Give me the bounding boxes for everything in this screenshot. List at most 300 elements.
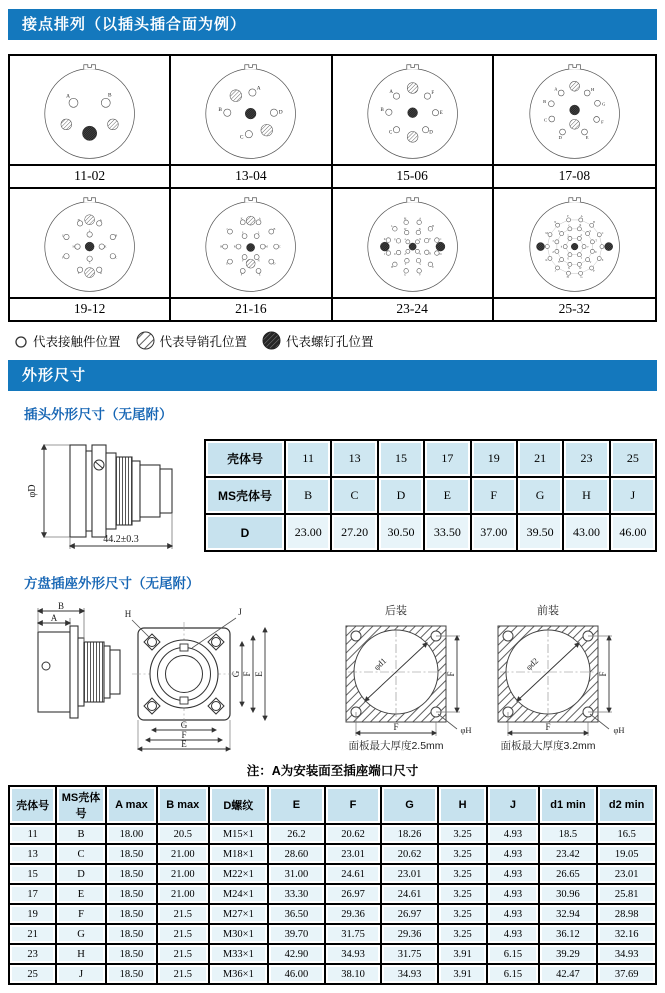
svg-text:E: E xyxy=(601,259,604,263)
table-cell: 3.25 xyxy=(438,884,487,904)
svg-text:R: R xyxy=(428,252,431,256)
table-cell: 18.26 xyxy=(381,824,438,844)
table-cell: 21.5 xyxy=(157,924,208,944)
svg-text:A: A xyxy=(258,217,261,221)
front-mount-label: 前装 xyxy=(537,605,559,617)
table-cell: H xyxy=(56,944,105,964)
table-cell: 25 xyxy=(9,964,56,984)
svg-text:H: H xyxy=(566,275,569,279)
svg-text:B: B xyxy=(592,221,595,225)
table-cell: 23.42 xyxy=(539,844,598,864)
table-cell: 23.01 xyxy=(597,864,656,884)
svg-text:F: F xyxy=(600,119,604,125)
table-cell: 壳体号 xyxy=(9,786,56,824)
plug-dim-table xyxy=(204,439,657,552)
svg-text:G: G xyxy=(601,101,606,107)
table-cell: 11 xyxy=(9,824,56,844)
svg-text:J: J xyxy=(383,252,385,256)
table-cell: 46.00 xyxy=(610,514,656,551)
rear-panel-caption: 面板最大厚度2.5mm xyxy=(348,740,444,752)
connector-face-19-12 xyxy=(10,189,169,297)
table-cell: 18.50 xyxy=(106,964,157,984)
table-cell: F xyxy=(325,786,382,824)
dim-F-label: F xyxy=(393,722,399,732)
dim-G-label: G xyxy=(231,670,241,678)
svg-text:B: B xyxy=(542,98,546,104)
table-row xyxy=(9,864,656,884)
table-cell: M33×1 xyxy=(209,944,269,964)
table-cell: 4.93 xyxy=(487,844,538,864)
table-cell: MS壳体号 xyxy=(205,477,285,514)
svg-text:F: F xyxy=(241,273,243,277)
svg-text:H: H xyxy=(590,87,594,93)
plug-outline-row xyxy=(22,431,657,560)
table-cell: 21 xyxy=(9,924,56,944)
svg-text:A: A xyxy=(580,215,583,219)
svg-text:W: W xyxy=(403,227,406,231)
svg-text:G: G xyxy=(580,275,583,279)
table-cell: 36.12 xyxy=(539,924,598,944)
table-cell: 18.50 xyxy=(106,864,157,884)
svg-text:K: K xyxy=(240,217,243,221)
svg-text:J: J xyxy=(554,269,556,273)
table-cell: 19 xyxy=(471,440,517,477)
table-cell: 30.96 xyxy=(539,884,598,904)
flange-outline-drawing xyxy=(8,600,657,757)
connector-face-23-24 xyxy=(333,189,492,297)
table-cell: 26.97 xyxy=(325,884,382,904)
svg-text:P: P xyxy=(242,259,244,263)
table-cell: 6.15 xyxy=(487,964,538,984)
svg-text:Y: Y xyxy=(557,261,560,265)
table-cell: 17 xyxy=(9,884,56,904)
connector-cell xyxy=(494,56,655,189)
table-cell: 39.50 xyxy=(517,514,563,551)
svg-text:f: f xyxy=(580,256,582,260)
table-cell: H xyxy=(438,786,487,824)
table-cell: E xyxy=(56,884,105,904)
table-cell: 20.62 xyxy=(325,824,382,844)
table-cell: 18.50 xyxy=(106,944,157,964)
svg-text:C: C xyxy=(240,134,244,141)
table-cell: J xyxy=(610,477,656,514)
table-cell: 38.10 xyxy=(325,964,382,984)
table-row xyxy=(9,964,656,984)
svg-text:J: J xyxy=(89,229,91,233)
table-cell: 29.36 xyxy=(381,924,438,944)
connector-label: 19-12 xyxy=(10,297,169,320)
table-row xyxy=(205,514,656,551)
table-cell: 13 xyxy=(9,844,56,864)
plug-length-label: 44.2±0.3 xyxy=(103,534,139,545)
table-cell: 18.00 xyxy=(106,824,157,844)
table-cell: 3.91 xyxy=(438,964,487,984)
svg-text:M: M xyxy=(72,245,75,249)
table-cell: B xyxy=(285,477,331,514)
legend-screw-label: 代表螺钉孔位置 xyxy=(286,334,374,349)
table-cell: M30×1 xyxy=(209,924,269,944)
svg-text:K: K xyxy=(383,237,386,241)
table-cell: M27×1 xyxy=(209,904,269,924)
dim-F-label: F xyxy=(242,671,252,677)
table-cell: 34.93 xyxy=(597,944,656,964)
svg-text:a: a xyxy=(404,238,406,242)
legend xyxy=(14,331,657,350)
section-header-contact-arrangement xyxy=(8,9,657,40)
dim-phiH-label: φH xyxy=(613,725,625,735)
svg-text:S: S xyxy=(418,263,421,267)
legend-guide-label: 代表导销孔位置 xyxy=(159,334,248,349)
connector-label: 17-08 xyxy=(494,164,655,187)
svg-text:A: A xyxy=(99,218,102,222)
rear-mount-label: 后装 xyxy=(385,605,407,617)
svg-text:A: A xyxy=(418,217,421,221)
svg-text:X: X xyxy=(567,266,570,270)
mounting-note: 注：A为安装面至插座端口尺寸 xyxy=(246,764,419,778)
table-cell: 37.69 xyxy=(597,964,656,984)
socket-dim-table xyxy=(8,785,657,985)
svg-text:P: P xyxy=(428,238,431,242)
svg-text:C: C xyxy=(601,232,604,236)
table-cell: 3.25 xyxy=(438,824,487,844)
svg-text:N: N xyxy=(257,259,260,263)
table-cell: D xyxy=(56,864,105,884)
svg-text:D: D xyxy=(273,262,276,266)
table-cell: 4.93 xyxy=(487,884,538,904)
table-cell: 23 xyxy=(9,944,56,964)
table-cell: 21.00 xyxy=(157,844,208,864)
svg-text:M: M xyxy=(545,231,548,235)
table-cell: 17 xyxy=(424,440,470,477)
svg-text:B: B xyxy=(218,106,223,113)
svg-text:V: V xyxy=(589,261,592,265)
svg-text:g: g xyxy=(567,256,569,260)
table-cell: 21 xyxy=(517,440,563,477)
svg-text:a: a xyxy=(552,239,554,243)
connector-grid xyxy=(8,54,657,322)
table-cell: C xyxy=(56,844,105,864)
svg-text:j: j xyxy=(567,234,569,238)
table-cell: M24×1 xyxy=(209,884,269,904)
svg-text:A: A xyxy=(388,89,393,95)
svg-text:Z: Z xyxy=(403,252,406,256)
dim-F-label: F xyxy=(181,730,187,740)
connector-label: 25-32 xyxy=(494,297,655,320)
svg-text:F: F xyxy=(418,273,421,277)
svg-text:D: D xyxy=(439,252,442,256)
svg-text:C: C xyxy=(279,245,282,249)
svg-text:L: L xyxy=(390,225,393,229)
connector-label: 11-02 xyxy=(10,164,169,187)
table-cell: G xyxy=(56,924,105,944)
front-panel-caption: 面板最大厚度3.2mm xyxy=(500,740,596,752)
table-cell: C xyxy=(331,477,377,514)
table-cell: M36×1 xyxy=(209,964,269,984)
svg-text:c: c xyxy=(568,224,570,228)
section-title: 外形尺寸 xyxy=(22,367,87,384)
dim-G-label: G xyxy=(180,720,188,730)
table-cell: 26.65 xyxy=(539,864,598,884)
svg-text:F: F xyxy=(592,269,595,273)
table-cell: 23.00 xyxy=(285,514,331,551)
svg-text:S: S xyxy=(242,231,244,235)
table-cell: 3.25 xyxy=(438,924,487,944)
dim-A-label: A xyxy=(50,613,58,623)
svg-text:N: N xyxy=(418,227,421,231)
table-cell: 19.05 xyxy=(597,844,656,864)
table-cell: 21.00 xyxy=(157,864,208,884)
table-cell: 3.91 xyxy=(438,944,487,964)
connector-cell xyxy=(333,56,494,189)
table-cell: 20.62 xyxy=(381,844,438,864)
table-cell: 33.50 xyxy=(424,514,470,551)
svg-text:M: M xyxy=(403,217,406,221)
table-cell: D xyxy=(205,514,285,551)
connector-cell xyxy=(171,56,332,189)
table-cell: G xyxy=(381,786,438,824)
svg-text:K: K xyxy=(104,245,107,249)
svg-text:T: T xyxy=(404,263,406,267)
table-cell: 26.97 xyxy=(381,904,438,924)
dim-E-label: E xyxy=(181,739,187,749)
svg-text:R: R xyxy=(234,245,236,249)
table-cell: MS壳体号 xyxy=(56,786,105,824)
svg-text:D: D xyxy=(558,135,562,141)
svg-text:F: F xyxy=(430,90,434,96)
svg-text:C: C xyxy=(388,130,392,136)
table-cell: M15×1 xyxy=(209,824,269,844)
svg-text:E: E xyxy=(585,135,589,141)
table-cell: 18.50 xyxy=(106,924,157,944)
table-cell: 4.93 xyxy=(487,824,538,844)
table-cell: d2 min xyxy=(597,786,656,824)
connector-face-25-32 xyxy=(494,189,655,297)
svg-text:G: G xyxy=(226,262,229,266)
table-cell: 30.50 xyxy=(378,514,424,551)
table-cell: 15 xyxy=(378,440,424,477)
svg-text:L: L xyxy=(257,231,260,235)
table-cell: 21.00 xyxy=(157,884,208,904)
table-cell: F xyxy=(56,904,105,924)
svg-text:G: G xyxy=(61,234,64,238)
connector-face-17-08 xyxy=(494,56,655,164)
dim-H-label: H xyxy=(124,609,132,619)
table-cell: 23.01 xyxy=(325,844,382,864)
dim-F-label: F xyxy=(545,722,551,732)
table-cell: 39.29 xyxy=(539,944,598,964)
table-cell: 31.00 xyxy=(268,864,325,884)
table-cell: J xyxy=(56,964,105,984)
table-cell: 46.00 xyxy=(268,964,325,984)
table-cell: 24.61 xyxy=(381,884,438,904)
table-cell: 11 xyxy=(285,440,331,477)
screw-hole-icon xyxy=(262,331,281,350)
table-cell: 13 xyxy=(331,440,377,477)
table-cell: 32.94 xyxy=(539,904,598,924)
table-cell: 39.70 xyxy=(268,924,325,944)
svg-text:B: B xyxy=(431,225,434,229)
table-cell: 4.93 xyxy=(487,904,538,924)
table-cell: 27.20 xyxy=(331,514,377,551)
table-header-row xyxy=(9,786,656,824)
table-cell: F xyxy=(471,477,517,514)
table-cell: 21.5 xyxy=(157,964,208,984)
table-cell: 6.15 xyxy=(487,944,538,964)
svg-text:H: H xyxy=(220,245,223,249)
plug-outline-subtitle: 插头外形尺寸（无尾附） xyxy=(24,407,173,422)
table-cell: 31.75 xyxy=(381,944,438,964)
plug-diameter-label: φD xyxy=(27,484,38,498)
svg-text:B: B xyxy=(273,228,276,232)
svg-text:D: D xyxy=(428,130,433,136)
svg-text:d: d xyxy=(580,234,582,238)
table-cell: 36.50 xyxy=(268,904,325,924)
table-cell: 29.36 xyxy=(325,904,382,924)
table-row xyxy=(9,944,656,964)
table-cell: D螺纹 xyxy=(209,786,269,824)
table-cell: 28.98 xyxy=(597,904,656,924)
svg-text:U: U xyxy=(594,251,597,255)
svg-text:C: C xyxy=(115,256,118,260)
svg-text:U: U xyxy=(393,252,396,256)
connector-label: 15-06 xyxy=(333,164,492,187)
svg-text:b: b xyxy=(557,229,560,233)
svg-text:E: E xyxy=(259,273,261,277)
connector-face-11-02 xyxy=(10,56,169,164)
guide-hole-icon xyxy=(136,331,155,350)
dim-phiH-label: φH xyxy=(460,725,472,735)
table-cell: 23 xyxy=(563,440,609,477)
table-cell: A max xyxy=(106,786,157,824)
connector-label: 21-16 xyxy=(171,297,330,320)
plug-outline-drawing xyxy=(22,431,194,560)
connector-label: 23-24 xyxy=(333,297,492,320)
svg-text:Z: Z xyxy=(552,251,554,255)
table-row xyxy=(9,844,656,864)
connector-cell xyxy=(10,189,171,320)
connector-face-13-04 xyxy=(171,56,330,164)
svg-text:C: C xyxy=(543,117,547,123)
contact-circle-icon xyxy=(14,333,28,349)
svg-text:A: A xyxy=(66,93,71,100)
dim-F-label: F xyxy=(598,671,608,677)
table-cell: 34.93 xyxy=(325,944,382,964)
svg-text:D: D xyxy=(99,272,102,276)
table-cell: B max xyxy=(157,786,208,824)
dim-phid2-label: φd2 xyxy=(523,655,541,673)
svg-text:B: B xyxy=(379,107,384,113)
svg-text:e: e xyxy=(586,245,589,249)
svg-text:Y: Y xyxy=(418,252,421,256)
table-cell: 3.25 xyxy=(438,904,487,924)
svg-text:D: D xyxy=(278,109,283,116)
svg-text:C: C xyxy=(439,237,441,241)
table-cell: 18.50 xyxy=(106,884,157,904)
table-cell: 18.5 xyxy=(539,824,598,844)
table-row xyxy=(9,904,656,924)
connector-label: 13-04 xyxy=(171,164,330,187)
table-cell: 26.2 xyxy=(268,824,325,844)
table-cell: 33.30 xyxy=(268,884,325,904)
svg-text:H: H xyxy=(390,265,393,269)
table-cell: 3.25 xyxy=(438,844,487,864)
table-cell: 37.00 xyxy=(471,514,517,551)
svg-text:E: E xyxy=(431,265,434,269)
svg-text:H: H xyxy=(77,218,80,222)
table-row xyxy=(9,824,656,844)
table-cell: 34.93 xyxy=(381,964,438,984)
table-cell: 28.60 xyxy=(268,844,325,864)
table-cell: 42.47 xyxy=(539,964,598,984)
svg-text:P: P xyxy=(566,215,569,219)
dim-phid1-label: φd1 xyxy=(371,655,389,673)
svg-text:B: B xyxy=(115,234,118,238)
svg-text:R: R xyxy=(579,224,582,228)
table-cell: J xyxy=(487,786,538,824)
svg-text:B: B xyxy=(108,92,112,99)
connector-cell xyxy=(171,189,332,320)
table-cell: 4.93 xyxy=(487,864,538,884)
table-row xyxy=(205,477,656,514)
connector-cell xyxy=(333,189,494,320)
svg-text:E: E xyxy=(439,111,443,117)
table-cell: 25 xyxy=(610,440,656,477)
connector-cell xyxy=(494,189,655,320)
table-cell: 32.16 xyxy=(597,924,656,944)
svg-text:A: A xyxy=(257,85,261,92)
legend-contact-label: 代表接触件位置 xyxy=(33,334,121,349)
connector-face-15-06 xyxy=(333,56,492,164)
svg-text:X: X xyxy=(418,238,421,242)
svg-text:V: V xyxy=(393,238,396,242)
table-cell: 25.81 xyxy=(597,884,656,904)
svg-text:L: L xyxy=(88,261,91,265)
dim-F-label: F xyxy=(446,671,456,677)
table-cell: 20.5 xyxy=(157,824,208,844)
dim-J-label: J xyxy=(238,607,242,617)
dim-E-label: E xyxy=(254,671,264,677)
table-cell: d1 min xyxy=(539,786,598,824)
table-cell: 21.5 xyxy=(157,904,208,924)
table-cell: 15 xyxy=(9,864,56,884)
table-cell: 23.01 xyxy=(381,864,438,884)
svg-text:M: M xyxy=(265,245,269,249)
svg-text:K: K xyxy=(545,258,548,262)
table-cell: M18×1 xyxy=(209,844,269,864)
svg-text:h: h xyxy=(560,245,562,249)
svg-text:F: F xyxy=(62,256,64,260)
table-cell: 3.25 xyxy=(438,864,487,884)
table-cell: H xyxy=(563,477,609,514)
table-cell: G xyxy=(517,477,563,514)
table-cell: 19 xyxy=(9,904,56,924)
connector-face-21-16 xyxy=(171,189,330,297)
table-row xyxy=(9,884,656,904)
table-cell: 31.75 xyxy=(325,924,382,944)
svg-text:W: W xyxy=(578,266,582,270)
flange-outline-subtitle: 方盘插座外形尺寸（无尾附） xyxy=(24,576,200,591)
table-cell: E xyxy=(268,786,325,824)
table-cell: 18.50 xyxy=(106,844,157,864)
svg-text:E: E xyxy=(77,272,80,276)
svg-text:G: G xyxy=(403,273,406,277)
table-cell: M22×1 xyxy=(209,864,269,884)
table-row xyxy=(9,924,656,944)
svg-text:S: S xyxy=(589,229,591,233)
section-header-outline-dimensions xyxy=(8,360,657,391)
svg-text:N: N xyxy=(554,221,557,225)
svg-text:A: A xyxy=(553,86,558,92)
